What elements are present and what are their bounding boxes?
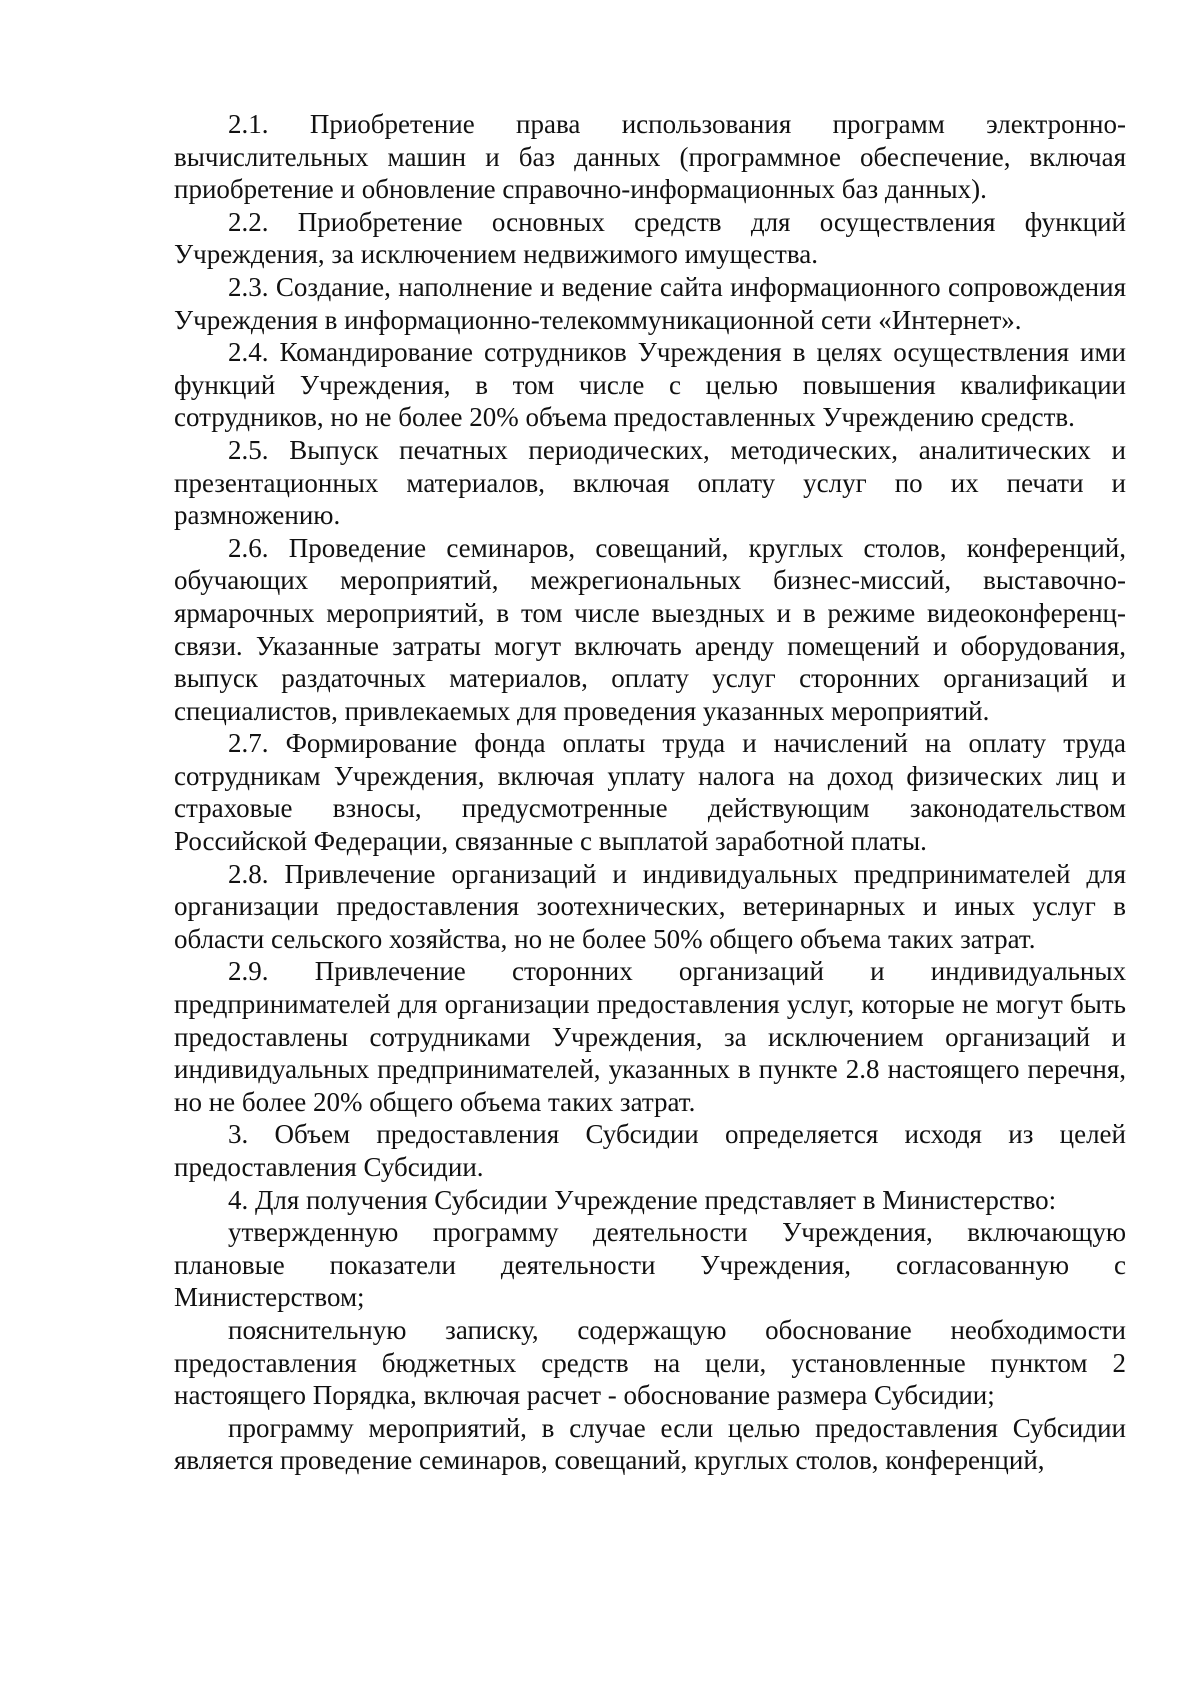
paragraph-2-3: 2.3. Создание, наполнение и ведение сайта информационного сопровождения Учреждения в информационно-телекоммуникационной сети «Интернет».: [174, 271, 1126, 335]
paragraph-2-1: 2.1. Приобретение права использования программ электронно-вычислительных машин и баз данных (программное обеспечение, включая приобретение и обновление справочно-информационных баз данных).: [174, 109, 1126, 205]
paragraph-4-events-program: программу мероприятий, в случае если целью предоставления Субсидии является проведение семинаров, совещаний, круглых столов, конференций,: [174, 1412, 1126, 1476]
paragraph-4-explanatory-note: пояснительную записку, содержащую обоснование необходимости предоставления бюджетных средств на цели, установленные пунктом 2 настоящего Порядка, включая расчет - обоснование размера Субсидии;: [174, 1314, 1126, 1411]
paragraph-2-5: 2.5. Выпуск печатных периодических, методических, аналитических и презентационных материалов, включая оплату услуг по их печати и размножению.: [174, 434, 1126, 531]
paragraph-4-program: утвержденную программу деятельности Учреждения, включающую плановые показатели деятельности Учреждения, согласованную с Министерством;: [174, 1217, 1126, 1313]
paragraph-2-2: 2.2. Приобретение основных средств для осуществления функций Учреждения, за исключением недвижимого имущества.: [174, 206, 1126, 270]
document-page: [174, 108, 1126, 1477]
paragraph-3: 3. Объем предоставления Субсидии определяется исходя из целей предоставления Субсидии.: [174, 1119, 1126, 1182]
paragraph-2-8: 2.8. Привлечение организаций и индивидуальных предпринимателей для организации предоставления зоотехнических, ветеринарных и иных услуг в области сельского хозяйства, но не более 50% общего объема таких затрат.: [174, 858, 1126, 954]
paragraph-2-4: 2.4. Командирование сотрудников Учреждения в целях осуществления ими функций Учреждения, в том числе с целью повышения квалификации сотрудников, но не более 20% объема предоставленных Учреждению средств.: [174, 337, 1126, 433]
paragraph-4: 4. Для получения Субсидии Учреждение представляет в Министерство:: [228, 1184, 1057, 1215]
paragraph-2-9: 2.9. Привлечение сторонних организаций и индивидуальных предпринимателей для организации предоставления услуг, которые не могут быть предоставлены сотрудниками Учреждения, за исключением организаций и индивидуальных предпринимателей, указанных в пункте 2.8 настоящего перечня, но не более 20% общего объема таких затрат.: [174, 956, 1126, 1117]
paragraph-2-7: 2.7. Формирование фонда оплаты труда и начислений на оплату труда сотрудникам Учреждения, включая уплату налога на доход физических лиц и страховые взносы, предусмотренные действующим законодательством Российской Федерации, связанные с выплатой заработной платы.: [174, 728, 1126, 857]
paragraph-2-6: 2.6. Проведение семинаров, совещаний, круглых столов, конференций, обучающих мероприятий, межрегиональных бизнес-миссий, выставочно-ярмарочных мероприятий, в том числе выездных и в режиме видеоконференц-связи. Указанные затраты могут включать аренду помещений и оборудования, выпуск раздаточных материалов, оплату услуг сторонних организаций и специалистов, привлекаемых для проведения указанных мероприятий.: [174, 532, 1126, 726]
